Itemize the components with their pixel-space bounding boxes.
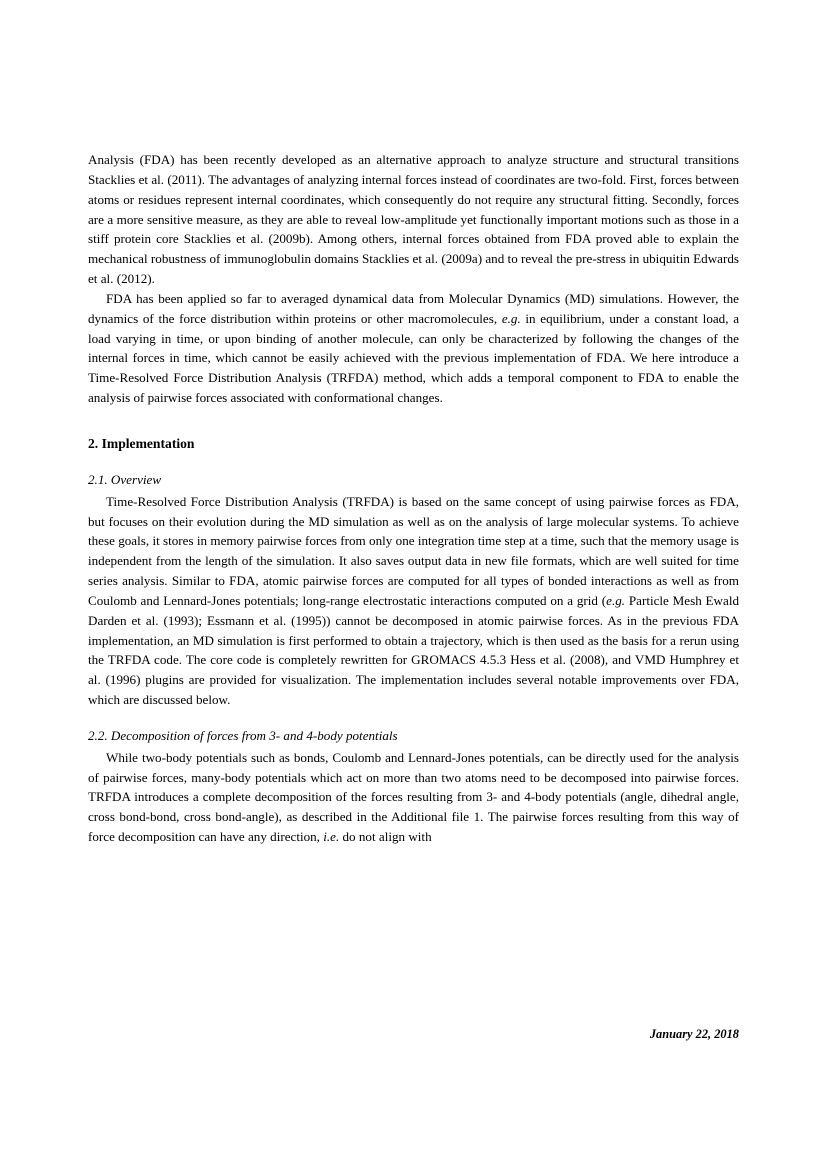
italic-run: e.g.	[606, 592, 626, 608]
footer-date: January 22, 2018	[649, 1027, 739, 1041]
paragraph-decomposition-body: While two-body potentials such as bonds, Coulomb and Lennard-Jones potentials, can be directly used for the analysis of pairwise forces, many-body potentials which act on more than two atoms need to be decomposed into pairwise forces. TRFDA introduces a complete decomposition of the forces resulting from 3- and 4-body potentials (angle, dihedral angle, cross bond-bond, cross bond-angle), as described in the Additional file 1. The pairwise forces resulting from this way of force decomposition can have any direction, i.e. do not align with	[88, 749, 739, 845]
spacer-before-subsection-overview	[88, 454, 739, 470]
italic-run: e.g.	[501, 310, 521, 326]
spacer-before-subsection-decomposition	[88, 710, 739, 726]
section-heading-implementation: 2. Implementation	[88, 435, 195, 451]
paragraph-continued-from-previous-page: Analysis (FDA) has been recently developed as an alternative approach to analyze structure and structural transitions Stacklies et al. (2011). The advantages of analyzing internal forces instead of coordinates are two-fold. First, forces between atoms or residues represent internal coordinates, which consequently do not require any structural fitting. Secondly, forces are a more sensitive measure, as they are able to reveal low-amplitude yet functionally important motions such as those in a stiff protein core Stacklies et al. (2009b). Among others, internal forces obtained from FDA proved able to explain the mechanical robustness of immunoglobulin domains Stacklies et al. (2009a) and to reveal the pre-stress in ubiquitin Edwards et al. (2012).	[88, 152, 739, 287]
paragraph-overview-body: Time-Resolved Force Distribution Analysis (TRFDA) is based on the same concept of using pairwise forces as FDA, but focuses on their evolution during the MD simulation as well as on the analysis of large molecular systems. To achieve these goals, it stores in memory pairwise forces from only one integration time step at a time, such that the memory usage is independent from the length of the simulation. It also saves output data in new file formats, which are well suited for time series analysis. Similar to FDA, atomic pairwise forces are computed for all types of bonded interactions as well as from Coulomb and Lennard-Jones potentials; long-range electrostatic interactions computed on a grid (e.g. Particle Mesh Ewald Darden et al. (1993); Essmann et al. (1995)) cannot be decomposed in atomic pairwise forces. As in the previous FDA implementation, an MD simulation is first performed to obtain a trajectory, which is then used as the basis for a rerun using the TRFDA code. The core code is completely rewritten for GROMACS 4.5.3 Hess et al. (2008), and VMD Humphrey et al. (1996) plugins are provided for visualization. The implementation includes several notable improvements over FDA, which are discussed below.	[88, 493, 740, 708]
subsection-heading-decomposition: 2.2. Decomposition of forces from 3- and 4-body potentials	[88, 727, 398, 743]
spacer-before-section	[88, 408, 739, 434]
subsection-heading-overview: 2.1. Overview	[88, 471, 162, 487]
text-column	[88, 150, 739, 847]
paragraph-fda-applied: FDA has been applied so far to averaged dynamical data from Molecular Dynamics (MD) simulations. However, the dynamics of the force distribution within proteins or other macromolecules, e.g. in equilibrium, under a constant load, a load varying in time, or upon binding of another molecule, can only be characterized by following the changes of the internal forces in time, which cannot be easily achieved with the previous implementation of FDA. We here introduce a Time-Resolved Force Distribution Analysis (TRFDA) method, which adds a temporal component to FDA to enable the analysis of pairwise forces associated with conformational changes.	[88, 290, 740, 406]
italic-run: i.e.	[323, 829, 340, 845]
